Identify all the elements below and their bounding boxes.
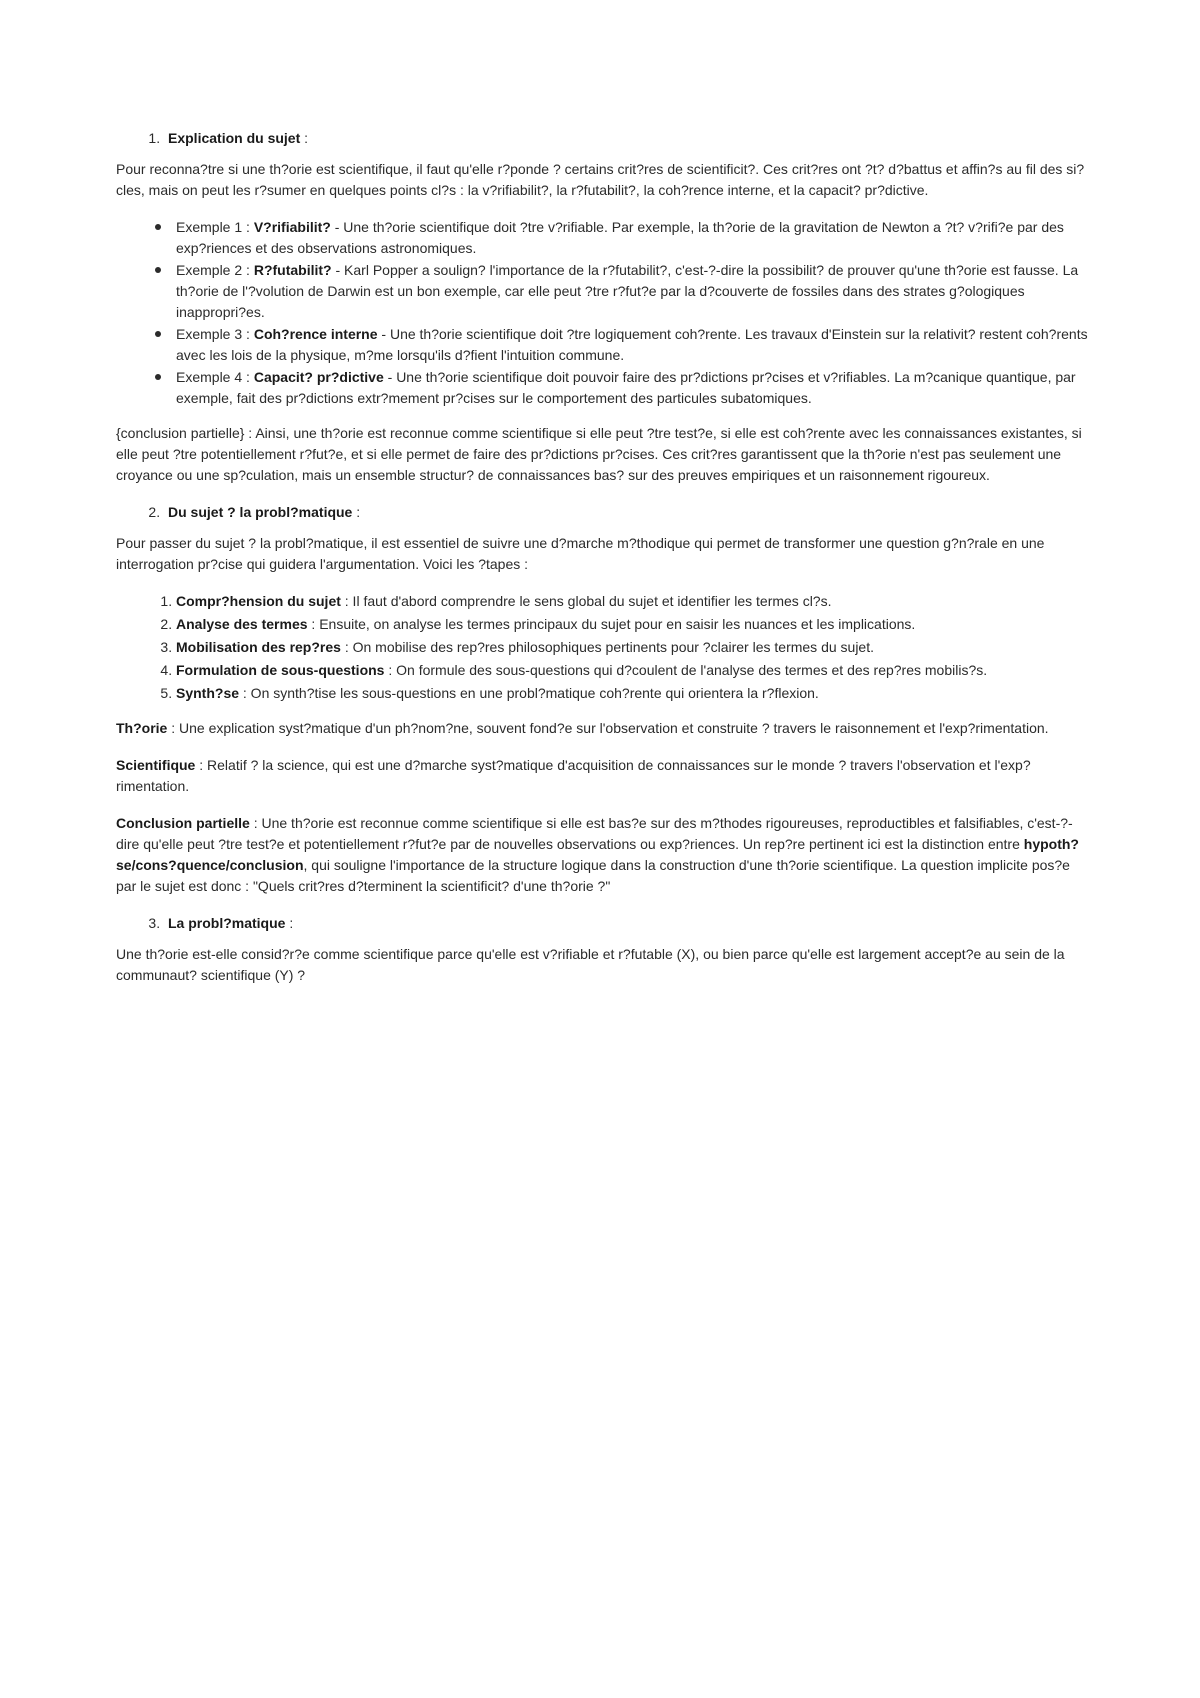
document-page <box>116 128 1090 1002</box>
section-2-title: Du sujet ? la probl?matique <box>168 504 353 520</box>
list-item: Exemple 2 : R?futabilit? - Karl Popper a soulign? l'importance de la r?futabilit?, c'est-?-dire la possibilit? de prouver qu'une th?orie est fausse. La th?orie de l'?volution de Darwin est un bon exemple, car elle peut ?tre r?fut?e par la d?couverte de fossiles dans des strates g?ologiques inappropri?es. <box>176 260 1090 323</box>
bullet-icon <box>155 267 161 273</box>
section-3-heading: 3. La probl?matique : <box>116 913 1090 934</box>
example-term: Capacit? pr?dictive <box>253 369 384 385</box>
list-item: 2. Analyse des termes : Ensuite, on analyse les termes principaux du sujet pour en saisir les nuances et les implications. <box>176 614 1090 635</box>
steps-list <box>116 591 1090 704</box>
list-item: 1. Compr?hension du sujet : Il faut d'abord comprendre le sens global du sujet et identifier les termes cl?s. <box>176 591 1090 612</box>
section-2-heading: 2. Du sujet ? la probl?matique : <box>116 502 1090 523</box>
section-2-intro: Pour passer du sujet ? la probl?matique, il est essentiel de suivre une d?marche m?thodique qui permet de transformer une question g?n?rale en une interrogation pr?cise qui guidera l'argumentation. Voici les ?tapes : <box>116 535 1045 572</box>
step-term: Compr?hension du sujet <box>176 593 341 609</box>
example-term: R?futabilit? <box>253 262 332 278</box>
example-term: Coh?rence interne <box>253 326 378 342</box>
bullet-icon <box>155 224 161 230</box>
list-item: 4. Formulation de sous-questions : On formule des sous-questions qui d?coulent de l'analyse des termes et des rep?res mobilis?s. <box>176 660 1090 681</box>
section-1-heading: 1. Explication du sujet : <box>116 128 1090 149</box>
section-3-title: La probl?matique <box>168 915 286 931</box>
step-term: Analyse des termes <box>176 616 308 632</box>
partial-conclusion-term: Conclusion partielle <box>116 815 250 831</box>
bullet-icon <box>155 374 161 380</box>
partial-conclusion: Conclusion partielle : Une th?orie est reconnue comme scientifique si elle est bas?e sur des m?thodes rigoureuses, reproductibles et falsifiables, c'est-?-dire qu'elle peut ?tre test?e et potentiellement r?fut?e par de nouvelles observations ou exp?riences. Un rep?re pertinent ici est la distinction entre hypoth?se/cons?quence/conclusion, qui souligne l'importance de la structure logique dans la construction d'une th?orie scientifique. La question implicite pos?e par le sujet est donc : "Quels crit?res d?terminent la scientificit? d'une th?orie ?" <box>116 815 1079 894</box>
example-term: V?rifiabilit? <box>253 219 331 235</box>
bullet-icon <box>155 331 161 337</box>
section-1-conclusion: {conclusion partielle} : Ainsi, une th?orie est reconnue comme scientifique si elle peut ?tre test?e, si elle est coh?rente avec les connaissances existantes, si elle peut ?tre potentiellement r?fut?e, et si elle permet de faire des pr?dictions pr?cises. Ces crit?res garantissent que la th?orie n'est pas seulement une croyance ou une sp?culation, mais un ensemble structur? de connaissances bas? sur des preuves empiriques et un raisonnement rigoureux. <box>116 425 1082 483</box>
list-item: Exemple 1 : V?rifiabilit? - Une th?orie scientifique doit ?tre v?rifiable. Par exemple, la th?orie de la gravitation de Newton a ?t? v?rifi?e par des exp?riences et des observations astronomiques. <box>176 217 1090 259</box>
definition-scientifique: Scientifique : Relatif ? la science, qui est une d?marche syst?matique d'acquisition de connaissances sur le monde ? travers l'observation et l'exp?rimentation. <box>116 757 1031 794</box>
step-term: Formulation de sous-questions <box>176 662 385 678</box>
problematique-text: Une th?orie est-elle consid?r?e comme scientifique parce qu'elle est v?rifiable et r?futable (X), ou bien parce qu'elle est largement accept?e au sein de la communaut? scientifique (Y) ? <box>116 946 1065 983</box>
definition-theorie: Th?orie : Une explication syst?matique d'un ph?nom?ne, souvent fond?e sur l'observation et construite ? travers le raisonnement et l'exp?rimentation. <box>116 720 1049 736</box>
section-1-title: Explication du sujet <box>168 130 301 146</box>
list-item: Exemple 4 : Capacit? pr?dictive - Une th?orie scientifique doit pouvoir faire des pr?dictions pr?cises et v?rifiables. La m?canique quantique, par exemple, fait des pr?dictions extr?mement pr?cises sur le comportement des particules subatomiques. <box>176 367 1090 409</box>
definition-term: Scientifique <box>116 757 196 773</box>
definition-term: Th?orie <box>116 720 168 736</box>
section-1-intro: Pour reconna?tre si une th?orie est scientifique, il faut qu'elle r?ponde ? certains crit?res de scientificit?. Ces crit?res ont ?t? d?battus et affin?s au fil des si?cles, mais on peut les r?sumer en quelques points cl?s : la v?rifiabilit?, la r?futabilit?, la coh?rence interne, et la capacit? pr?dictive. <box>116 161 1085 198</box>
list-item: Exemple 3 : Coh?rence interne - Une th?orie scientifique doit ?tre logiquement coh?rente. Les travaux d'Einstein sur la relativit? restent coh?rents avec les lois de la physique, m?me lorsqu'ils d?fient l'intuition commune. <box>176 324 1090 366</box>
partial-conclusion-emphasis: hypoth?se/cons?quence/conclusion <box>116 836 1079 873</box>
step-term: Mobilisation des rep?res <box>176 639 341 655</box>
list-item: 3. Mobilisation des rep?res : On mobilise des rep?res philosophiques pertinents pour ?clairer les termes du sujet. <box>176 637 1090 658</box>
step-term: Synth?se <box>176 685 240 701</box>
examples-list <box>116 217 1090 409</box>
list-item: 5. Synth?se : On synth?tise les sous-questions en une probl?matique coh?rente qui orientera la r?flexion. <box>176 683 1090 704</box>
